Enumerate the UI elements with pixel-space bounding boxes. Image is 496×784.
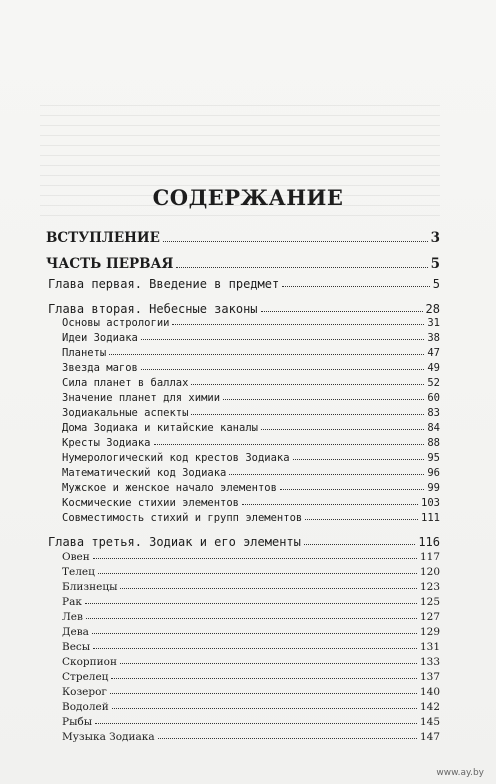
toc-entry [62, 422, 440, 434]
dot-leader [163, 241, 428, 242]
toc-entry [62, 497, 440, 509]
toc-entry-label: Стрелец [62, 671, 109, 683]
dot-leader [305, 519, 418, 520]
toc-entry-page-number: 140 [419, 686, 440, 698]
dot-leader [85, 603, 417, 604]
toc-entry-label: Мужское и женское начало элементов [62, 482, 277, 494]
dot-leader [109, 354, 424, 355]
dot-leader [92, 633, 417, 634]
toc-entry-page-number: 49 [427, 362, 440, 374]
toc-entry-page-number: 133 [419, 656, 440, 668]
dot-leader [98, 573, 417, 574]
dot-leader [229, 474, 424, 475]
toc-entry [62, 566, 440, 578]
dot-leader [86, 618, 417, 619]
toc-entry [62, 671, 440, 683]
toc-entry-label: Козерог [62, 686, 107, 698]
toc-entry [62, 731, 440, 743]
toc-entry-page-number: 28 [425, 302, 440, 316]
toc-entry-label: Овен [62, 551, 90, 563]
toc-entry-label: Идеи Зодиака [62, 332, 138, 344]
toc-entry-label: Звезда магов [62, 362, 138, 374]
toc-entry-label: Кресты Зодиака [62, 437, 151, 449]
toc-entry [62, 452, 440, 464]
toc-entry-page-number: 116 [418, 535, 440, 549]
dot-leader [282, 286, 430, 287]
toc-entry-page-number: 123 [419, 581, 440, 593]
dot-leader [110, 693, 417, 694]
toc-entry-label: Близнецы [62, 581, 118, 593]
dot-leader [280, 489, 424, 490]
toc-entry [62, 551, 440, 563]
toc-entry-page-number: 47 [427, 347, 440, 359]
toc-entry-label: ВСТУПЛЕНИЕ [46, 230, 160, 246]
toc-entry-page-number: 117 [419, 551, 440, 563]
toc-entry-page-number: 129 [419, 626, 440, 638]
toc-entry-label: Глава первая. Введение в предмет [48, 277, 280, 291]
toc-entry [62, 347, 440, 359]
toc-entry-page-number: 99 [427, 482, 440, 494]
toc-entry-page-number: 3 [430, 230, 440, 246]
dot-leader [304, 544, 415, 545]
toc-entry [62, 407, 440, 419]
toc-entry-label: Планеты [62, 347, 107, 359]
toc-entry-page-number: 131 [419, 641, 440, 653]
toc-entry-page-number: 83 [427, 407, 440, 419]
toc-entry-label: Совместимость стихий и групп элементов [62, 512, 303, 524]
toc-entry [48, 302, 440, 316]
watermark: www.ay.by [436, 768, 484, 778]
dot-leader [95, 723, 417, 724]
dot-leader [111, 678, 417, 679]
toc-entry-page-number: 52 [427, 377, 440, 389]
dot-leader [141, 369, 424, 370]
toc-entry-page-number: 137 [419, 671, 440, 683]
toc-entry [46, 256, 440, 272]
toc-entry-page-number: 88 [427, 437, 440, 449]
toc-entry-page-number: 31 [427, 317, 440, 329]
toc-entry-page-number: 111 [421, 512, 440, 524]
dot-leader [223, 399, 424, 400]
toc-entry-page-number: 147 [419, 731, 440, 743]
toc-entry-page-number: 5 [432, 277, 440, 291]
dot-leader [120, 588, 417, 589]
toc-entry-label: Космические стихии элементов [62, 497, 240, 509]
dot-leader [141, 339, 424, 340]
toc-entry-label: Рак [62, 596, 82, 608]
toc-entry-page-number: 145 [419, 716, 440, 728]
dot-leader [191, 384, 424, 385]
toc-entry [48, 277, 440, 291]
toc-entry-label: Математический код Зодиака [62, 467, 227, 479]
toc-entry [62, 512, 440, 524]
page-title: СОДЕРЖАНИЕ [152, 185, 344, 210]
toc-entry-label: Значение планет для химии [62, 392, 221, 404]
dot-leader [112, 708, 417, 709]
toc-entry [62, 482, 440, 494]
toc-entry [62, 392, 440, 404]
toc-entry-label: Нумерологический код крестов Зодиака [62, 452, 290, 464]
toc-entry [62, 611, 440, 623]
toc-entry-label: Рыбы [62, 716, 93, 728]
toc-entry [62, 686, 440, 698]
toc-entry-page-number: 142 [419, 701, 440, 713]
toc-entry [62, 362, 440, 374]
toc-entry-label: Телец [62, 566, 95, 578]
toc-entry-page-number: 60 [427, 392, 440, 404]
toc-entry [62, 626, 440, 638]
toc-entry [62, 467, 440, 479]
dot-leader [154, 444, 425, 445]
toc-entry [62, 641, 440, 653]
dot-leader [120, 663, 417, 664]
toc-entry [62, 596, 440, 608]
toc-entry [62, 656, 440, 668]
toc-entry-page-number: 120 [419, 566, 440, 578]
toc-entry-label: Сила планет в баллах [62, 377, 189, 389]
toc-entry [62, 716, 440, 728]
toc-entry [48, 535, 440, 549]
toc-entry-page-number: 103 [421, 497, 440, 509]
toc-entry-label: Зодиакальные аспекты [62, 407, 189, 419]
toc-entry-label: Дома Зодиака и китайские каналы [62, 422, 258, 434]
dot-leader [261, 429, 424, 430]
toc-entry [62, 701, 440, 713]
dot-leader [293, 459, 425, 460]
toc-entry [62, 332, 440, 344]
dot-leader [261, 311, 423, 312]
toc-entry [62, 317, 440, 329]
toc-entry-page-number: 96 [427, 467, 440, 479]
toc-entry [62, 581, 440, 593]
toc-entry-label: ЧАСТЬ ПЕРВАЯ [46, 256, 174, 272]
toc-entry-label: Весы [62, 641, 91, 653]
dot-leader [172, 324, 424, 325]
toc-entry-label: Музыка Зодиака [62, 731, 155, 743]
toc-entry-label: Водолей [62, 701, 109, 713]
toc-entry-page-number: 84 [427, 422, 440, 434]
toc-entry-page-number: 125 [419, 596, 440, 608]
toc-entry [46, 230, 440, 246]
dot-leader [242, 504, 418, 505]
toc-entry-label: Дева [62, 626, 89, 638]
dot-leader [191, 414, 424, 415]
toc-entry-label: Лев [62, 611, 83, 623]
toc-entry-page-number: 38 [427, 332, 440, 344]
toc-entry-page-number: 95 [427, 452, 440, 464]
dot-leader [176, 267, 427, 268]
dot-leader [93, 558, 417, 559]
dot-leader [158, 738, 417, 739]
toc-entry-page-number: 5 [430, 256, 440, 272]
dot-leader [93, 648, 417, 649]
toc-entry-label: Основы астрологии [62, 317, 170, 329]
toc-entry-label: Глава вторая. Небесные законы [48, 302, 258, 316]
toc-entry [62, 437, 440, 449]
toc-entry-label: Скорпион [62, 656, 117, 668]
toc-entry [62, 377, 440, 389]
toc-entry-page-number: 127 [419, 611, 440, 623]
toc-entry-label: Глава третья. Зодиак и его элементы [48, 535, 301, 549]
